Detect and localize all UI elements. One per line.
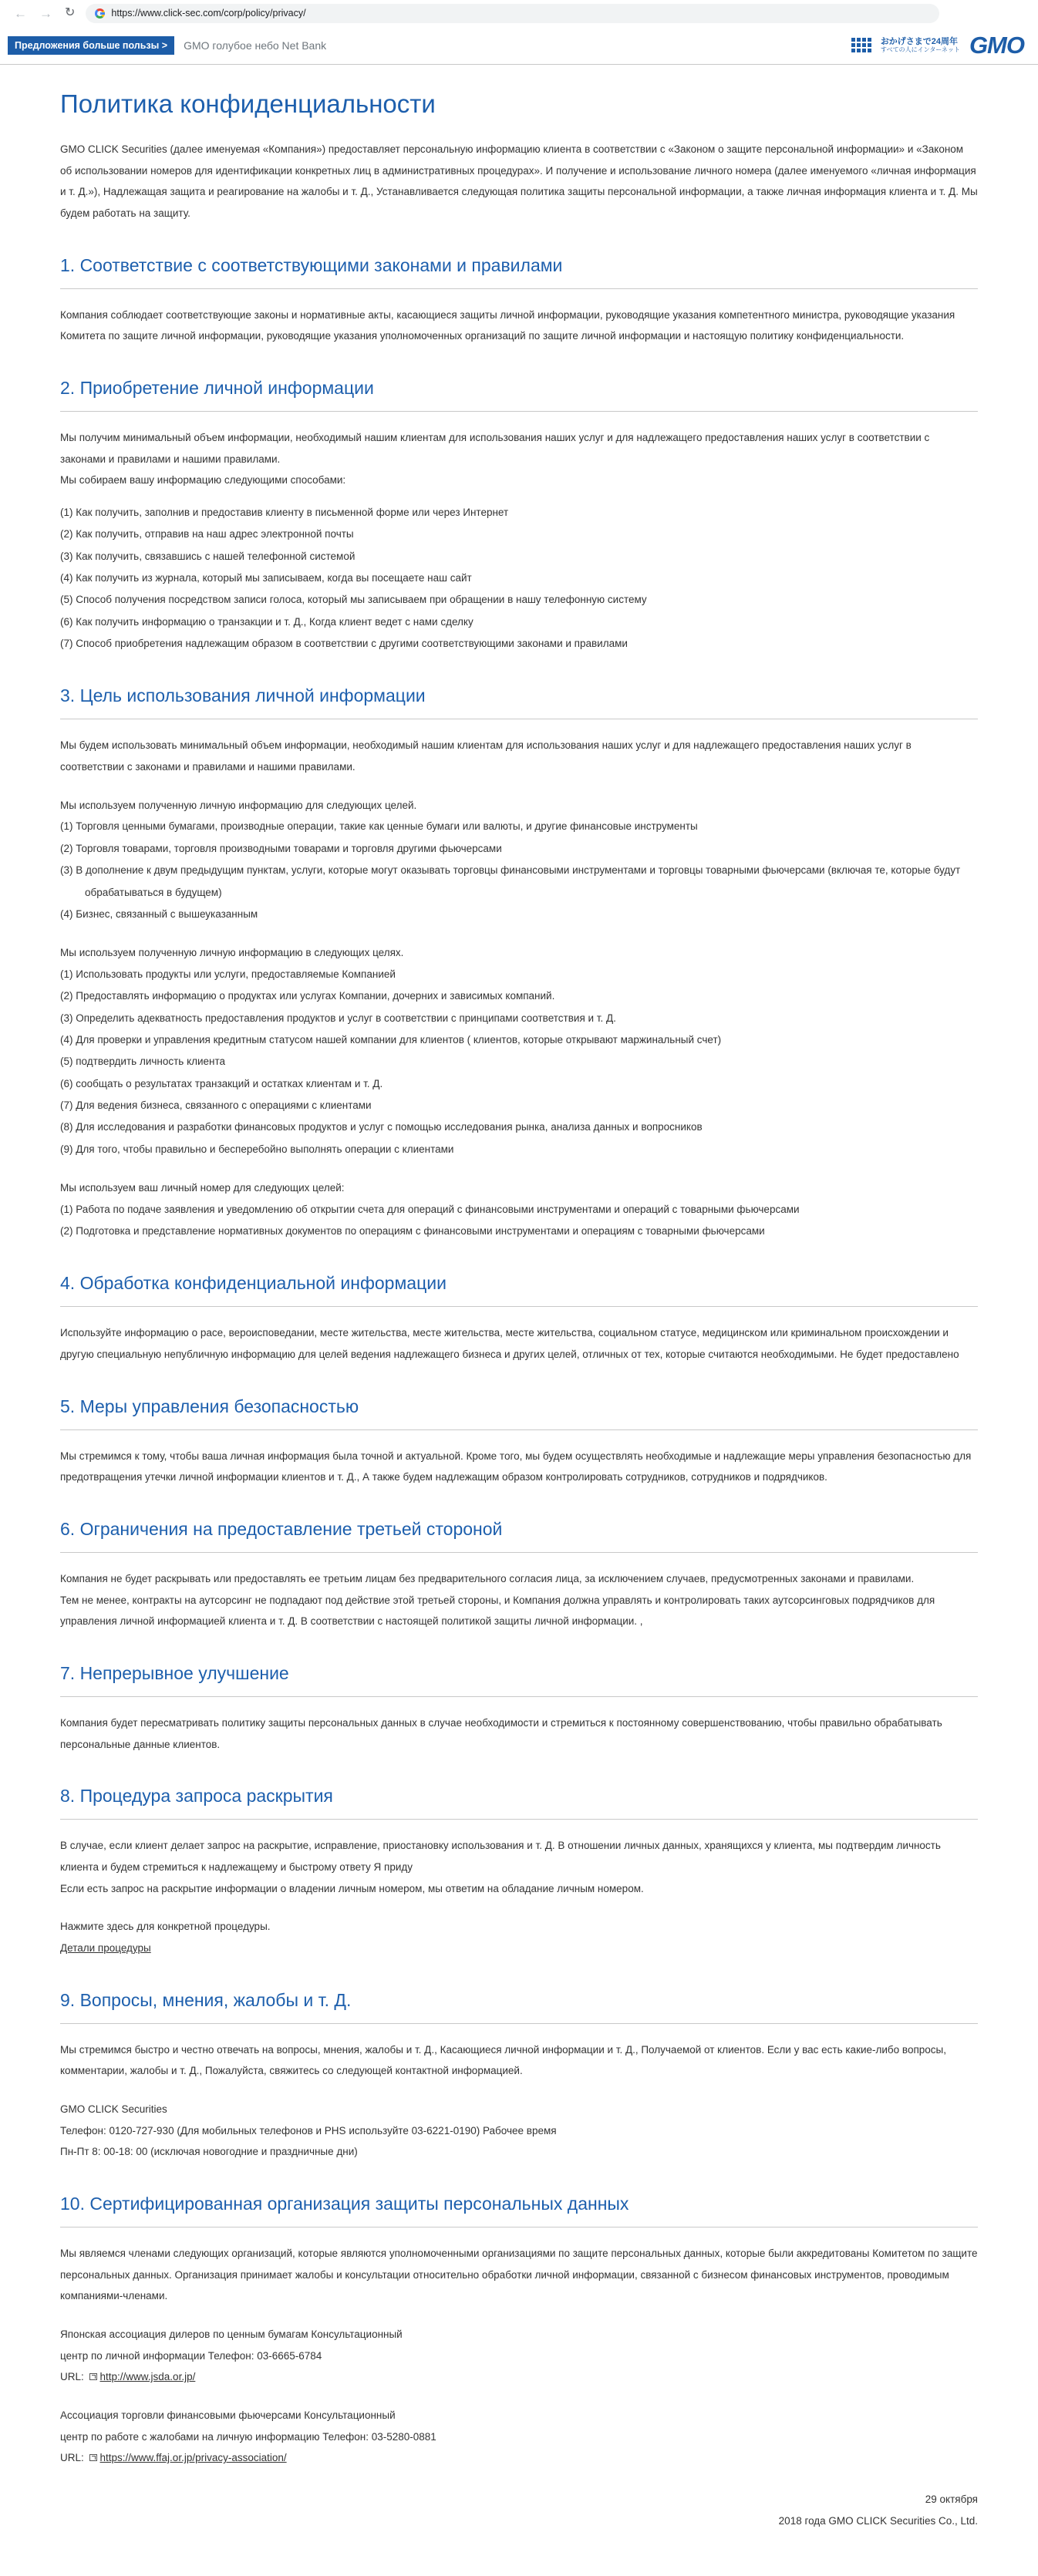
paragraph: центр по работе с жалобами на личную информацию Телефон: 03-5280-0881: [60, 2430, 436, 2443]
policy-section: [60, 255, 978, 347]
policy-section: [60, 1663, 978, 1755]
intro-paragraph: GMO CLICK Securities (далее именуемая «Компания») предоставляет персональную информацию клиента в соответствии с «Законом о защите персональной информации» и «Законом об использовании номеров для идентификации конкретных лиц в административных процедурах». И получение и использование личного номера (далее именуемого «личная информация и т. Д.»), Надлежащая защита и реагирование на жалобы и т. Д., Устанавливается следующая политика защиты персональной информации, а также личная информация клиента и т. Д. Мы будем работать на защиту.: [60, 143, 978, 220]
section-divider: [60, 2023, 978, 2024]
policy-section: [60, 1990, 978, 2163]
numbered-list: [60, 964, 978, 1160]
paragraph: GMO CLICK Securities: [60, 2103, 167, 2116]
paragraph: Если есть запрос на раскрытие информации о владении личным номером, мы ответим на обладание личным номером.: [60, 1882, 644, 1894]
list-item: (4) Для проверки и управления кредитным статусом нашей компании для клиентов ( клиентов, которые открывают маржинальный счет): [60, 1033, 722, 1046]
section-divider: [60, 288, 978, 289]
google-favicon-icon: [95, 8, 105, 19]
paragraph: Мы используем полученную личную информацию для следующих целей.: [60, 799, 417, 811]
paragraph: В случае, если клиент делает запрос на раскрытие, исправление, приостановку использования и т. Д. В отношении личных данных, хранящихся у клиента, мы подтвердим личность клиента и будем стремиться к надлежащему и быстрому ответу Я приду: [60, 1840, 941, 1874]
numbered-list: [60, 1199, 978, 1243]
list-item: (3) Определить адекватность предоставления продуктов и услуг в соответствии с принципами соответствия и т. Д.: [60, 1012, 616, 1024]
policy-section: [60, 1519, 978, 1632]
policy-section: [60, 1786, 978, 1958]
list-item: (1) Работа по подаче заявления и уведомлению об открытии счета для операций с финансовыми инструментами и операций с товарными фьючерсами: [60, 1203, 800, 1215]
url-bar[interactable]: [86, 4, 939, 23]
url-prefix: URL:: [60, 2452, 87, 2464]
paragraph: Нажмите здесь для конкретной процедуры.: [60, 1921, 271, 1933]
policy-section: [60, 685, 978, 1242]
page-title: Политика конфиденциальности: [60, 89, 436, 118]
paragraph: Японская ассоциация дилеров по ценным бумагам Консультационный: [60, 2329, 403, 2341]
external-link-icon: [89, 2454, 97, 2461]
section-heading: 5. Меры управления безопасностью: [60, 1396, 359, 1416]
gmo-tagline: [881, 37, 960, 54]
list-item: (7) Для ведения бизнеса, связанного с операциями с клиентами: [60, 1099, 372, 1111]
list-item: (4) Бизнес, связанный с вышеуказанным: [60, 907, 258, 920]
forward-button[interactable]: →: [39, 5, 52, 21]
back-button[interactable]: ←: [14, 5, 27, 21]
paragraph: Пн-Пт 8: 00-18: 00 (исключая новогодние и праздничные дни): [60, 2146, 358, 2158]
numbered-list: [60, 816, 978, 925]
header-left: [8, 36, 326, 55]
list-item: (6) Как получить информацию о транзакции и т. Д., Когда клиент ведет с нами сделку: [60, 615, 474, 628]
paragraph: Мы стремимся к тому, чтобы ваша личная информация была точной и актуальной. Кроме того, мы будем осуществлять необходимые и надлежащие меры управления безопасностью для предотвращения утечки личной информации клиентов и т. Д., А также будем надлежащим образом контролировать сотрудников, сотрудников и подрядчиков.: [60, 1450, 972, 1483]
section-heading: 3. Цель использования личной информации: [60, 685, 426, 706]
paragraph: Мы используем полученную личную информацию в следующих целях.: [60, 947, 404, 959]
paragraph: Мы используем ваш личный номер для следующих целей:: [60, 1181, 345, 1194]
list-item: (7) Способ приобретения надлежащим образом в соответствии с другими соответствующими законами и правилами: [60, 638, 628, 650]
policy-section: [60, 2194, 978, 2469]
list-item: (2) Подготовка и представление нормативных документов по операциям с финансовыми инструментами и операциям с товарными фьючерсами: [60, 1224, 765, 1237]
policy-section: [60, 1273, 978, 1365]
paragraph: Компания не будет раскрывать или предоставлять ее третьим лицам без предварительного согласия лица, за исключением случаев, предусмотренных законами и правилами.: [60, 1573, 915, 1584]
browser-chrome: [0, 0, 1038, 26]
section-divider: [60, 411, 978, 412]
gmo-logo[interactable]: GMO: [969, 32, 1024, 59]
section-heading: 1. Соответствие с соответствующими законами и правилами: [60, 254, 563, 275]
header-right: [851, 33, 1030, 57]
url-line: [60, 2447, 978, 2469]
paragraph: центр по личной информации Телефон: 03-6665-6784: [60, 2349, 322, 2362]
bank-label: GMO голубое небо Net Bank: [184, 39, 327, 52]
paragraph: Тем не менее, контракты на аутсорсинг не подпадают под действие этой третьей стороны, и Компания должна управлять и контролировать таких аутсорсинговых подрядчиков для управления личной информацией клиента и т. Д. В соответствии с настоящей политикой защиты личной информации. ,: [60, 1594, 935, 1628]
section-heading: 9. Вопросы, мнения, жалобы и т. Д.: [60, 1989, 352, 2010]
policy-sections: [60, 255, 978, 2469]
policy-section: [60, 378, 978, 655]
paragraph: Компания будет пересматривать политику защиты персональных данных в случае необходимости и стремиться к постоянному совершенствованию, чтобы правильно обрабатывать персональные данные клиентов.: [60, 1717, 942, 1750]
gmo-dots-icon: [851, 38, 871, 52]
section-divider: [60, 1429, 978, 1430]
list-item: (1) Как получить, заполнив и предоставив клиенту в письменной форме или через Интернет: [60, 507, 509, 519]
footer-date: 29 октября: [925, 2494, 978, 2506]
list-item: (8) Для исследования и разработки финансовых продуктов и услуг с помощью исследования рынка, анализа данных и вопросников: [60, 1121, 703, 1133]
reload-button[interactable]: ↻: [65, 6, 76, 19]
paragraph: Мы являемся членами следующих организаций, которые являются уполномоченными организациями по защите персональных данных, которые были аккредитованы Комитетом по защите персональных данных. Организация принимает жалобы и консультации относительно обработки личной информации, связанной с бизнесом финансовых инструментов, проводимым компаниями-членами.: [60, 2248, 978, 2302]
paragraph: Компания соблюдает соответствующие законы и нормативные акты, касающиеся защиты личной информации, руководящие указания компетентного министра, руководящие указания Комитета по защите личной информации, руководящие указания уполномоченных организаций по защите личной информации и настоящую политику конфиденциальности.: [60, 308, 955, 342]
section-divider: [60, 1696, 978, 1697]
policy-section: [60, 1396, 978, 1488]
section-divider: [60, 1819, 978, 1820]
section-heading: 10. Сертифицированная организация защиты персональных данных: [60, 2194, 629, 2214]
section-heading: 4. Обработка конфиденциальной информации: [60, 1273, 447, 1294]
url-prefix: URL:: [60, 2371, 87, 2383]
list-item: (2) Предоставлять информацию о продуктах или услугах Компании, дочерних и зависимых компаний.: [60, 990, 555, 1002]
document-footer: [60, 2469, 978, 2568]
procedure-details-link[interactable]: Детали процедуры: [60, 1942, 151, 1955]
section-divider: [60, 1306, 978, 1307]
list-item: (1) Торговля ценными бумагами, производные операции, такие как ценные бумаги или валюты, и другие финансовые инструменты: [60, 820, 698, 833]
section-heading: 8. Процедура запроса раскрытия: [60, 1786, 333, 1807]
list-item: (4) Как получить из журнала, который мы записываем, когда вы посещаете наш сайт: [60, 572, 472, 584]
list-item: (6) сообщать о результатах транзакций и остатках клиентам и т. Д.: [60, 1077, 383, 1089]
site-header: [0, 26, 1038, 65]
section-divider: [60, 1552, 978, 1553]
page-content: [60, 65, 978, 2576]
ffaj-link[interactable]: https://www.ffaj.or.jp/privacy-association/: [99, 2452, 287, 2464]
jsda-link[interactable]: http://www.jsda.or.jp/: [99, 2371, 196, 2383]
section-heading: 6. Ограничения на предоставление третьей стороной: [60, 1519, 503, 1539]
paragraph: Используйте информацию о расе, вероисповедании, месте жительства, месте жительства, месте жительства, социальном статусе, медицинском или криминальном происхождении и другую специальную непубличную информацию для целей ведения надлежащего бизнеса и других целей, отличных от тех, которые считаются необходимыми. Не будет предоставлено: [60, 1327, 959, 1360]
gmo-tagline-line2: すべての人にインターネット: [880, 46, 960, 54]
paragraph: Мы стремимся быстро и честно отвечать на вопросы, мнения, жалобы и т. Д., Касающиеся личной информации и т. Д., Получаемой от клиентов. Если у вас есть какие-либо вопросы, комментарии, жалобы и т. Д., Пожалуйста, свяжитесь со следующей контактной информацией.: [60, 2043, 946, 2077]
paragraph: Мы получим минимальный объем информации, необходимый нашим клиентам для использования наших услуг и для надлежащего предоставления наших услуг в соответствии с законами и правилами и нашими правилами.: [60, 432, 930, 465]
list-item: (5) Способ получения посредством записи голоса, который мы записываем при обращении в нашу телефонную систему: [60, 594, 647, 606]
url-text: https://www.click-sec.com/corp/policy/privacy/: [111, 8, 306, 19]
url-line: [60, 2366, 978, 2388]
paragraph: Телефон: 0120-727-930 (Для мобильных телефонов и PHS используйте 03-6221-0190) Рабочее время: [60, 2124, 557, 2137]
paragraph: Ассоциация торговли финансовыми фьючерсами Консультационный: [60, 2409, 396, 2422]
footer-company: 2018 года GMO CLICK Securities Co., Ltd.: [778, 2515, 978, 2527]
section-heading: 7. Непрерывное улучшение: [60, 1663, 289, 1684]
list-item: (2) Торговля товарами, торговля производными товарами и торговля другими фьючерсами: [60, 842, 502, 854]
list-item: (2) Как получить, отправив на наш адрес электронной почты: [60, 528, 354, 540]
external-link-icon: [89, 2373, 97, 2380]
list-item: (3) В дополнение к двум предыдущим пунктам, услуги, которые могут оказывать торговцы финансовыми инструментами и торговцы товарными фьючерсами (включая те, которые будут обрабатываться в будущем): [60, 864, 961, 898]
list-item: (5) подтвердить личность клиента: [60, 1056, 226, 1068]
numbered-list: [60, 502, 978, 655]
section-heading: 2. Приобретение личной информации: [60, 378, 374, 399]
gmo-tagline-line1: おかげさまで24周年: [880, 36, 959, 46]
list-item: (3) Как получить, связавшись с нашей телефонной системой: [60, 550, 356, 562]
paragraph: Мы будем использовать минимальный объем информации, необходимый нашим клиентам для использования наших услуг и для надлежащего предоставления наших услуг в соответствии с законами и правилами и нашими правилами.: [60, 739, 912, 773]
paragraph: Мы собираем вашу информацию следующими способами:: [60, 474, 346, 487]
promo-badge-link[interactable]: Предложения больше пользы >: [8, 36, 174, 55]
paragraph: [60, 1938, 978, 1959]
list-item: (9) Для того, чтобы правильно и бесперебойно выполнять операции с клиентами: [60, 1143, 454, 1155]
list-item: (1) Использовать продукты или услуги, предоставляемые Компанией: [60, 968, 396, 980]
